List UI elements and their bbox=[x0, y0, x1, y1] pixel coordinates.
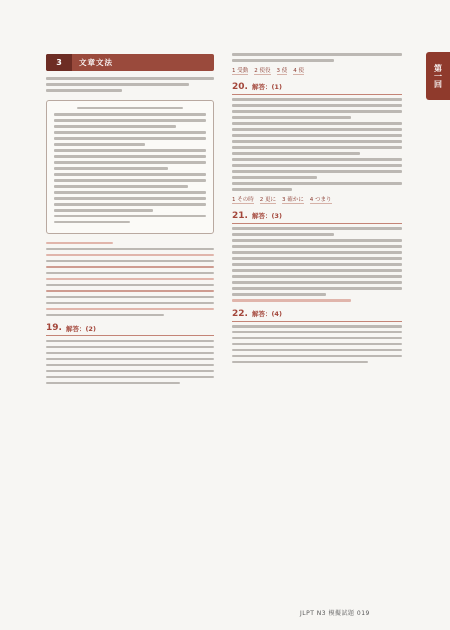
answer-22-explanation bbox=[232, 325, 402, 364]
left-column bbox=[46, 54, 214, 388]
answer-19: 19. 解答：(2) bbox=[46, 323, 96, 334]
answer-19-explanation bbox=[46, 340, 214, 384]
instructions bbox=[46, 77, 214, 92]
section-title: 文章文法 bbox=[79, 58, 113, 67]
right-column bbox=[232, 50, 402, 367]
answer-21-explanation bbox=[232, 227, 402, 301]
chapter-tab: 第一回 bbox=[426, 52, 450, 100]
answer-22: 22. 解答：(4) bbox=[232, 308, 282, 319]
page-footer: JLPT N3 模擬試題 019 bbox=[300, 610, 370, 617]
options-b: 1 その時 2 更に 3 確かに 4 つまり bbox=[232, 196, 332, 203]
reading-passage bbox=[46, 100, 214, 234]
answer-20: 20. 解答：(1) bbox=[232, 81, 282, 92]
answer-21: 21. 解答：(3) bbox=[232, 210, 282, 221]
options-a: 1 受動 2 使役 3 使 4 使 bbox=[232, 67, 304, 74]
section-banner bbox=[46, 54, 214, 71]
section-number: 3 bbox=[46, 54, 72, 71]
answer-20-explanation bbox=[232, 98, 402, 190]
translation-block bbox=[46, 242, 214, 316]
